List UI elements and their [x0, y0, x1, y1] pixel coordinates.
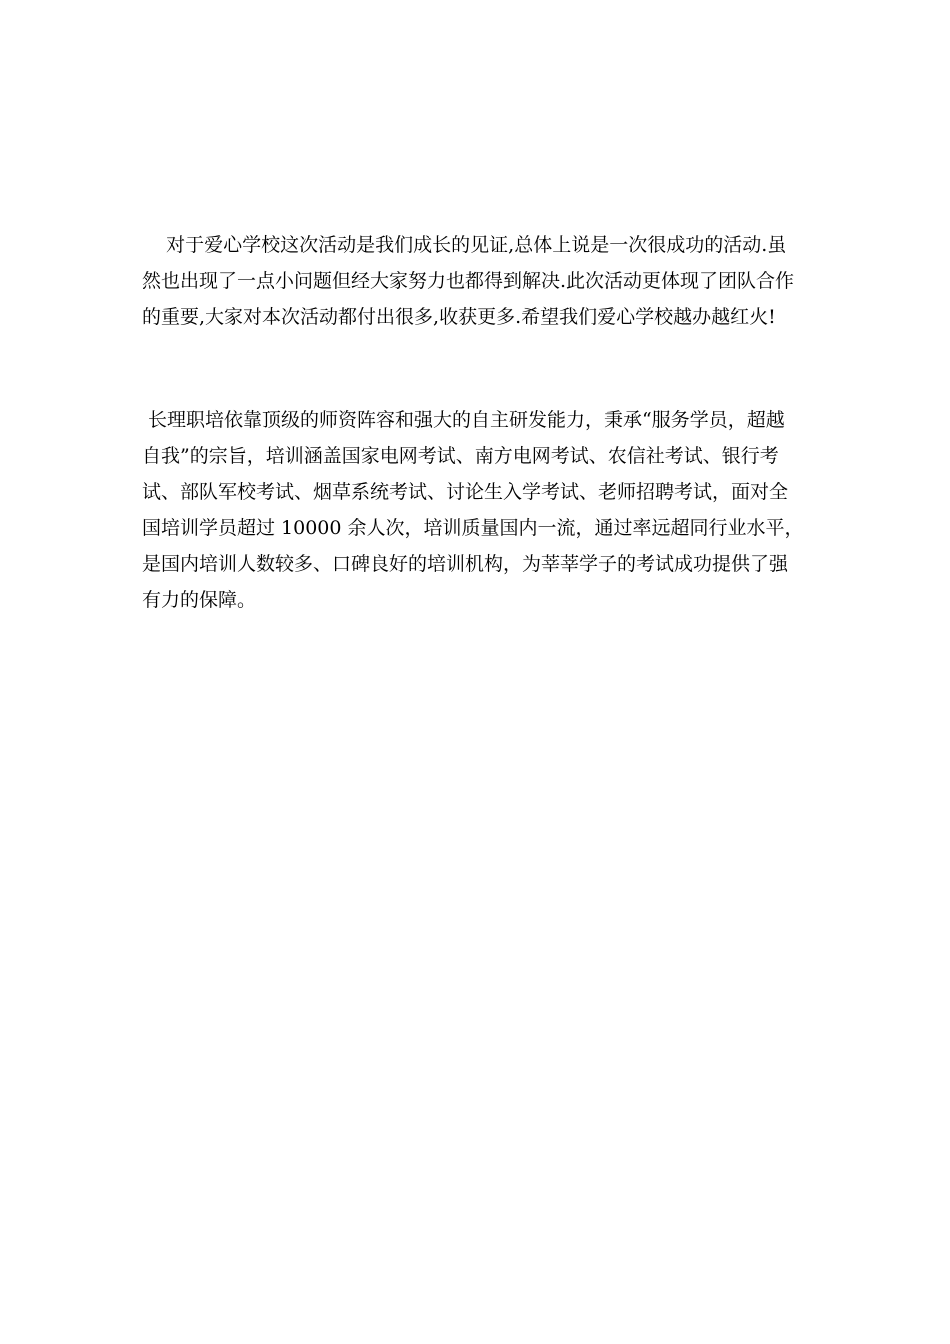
paragraph-line: 是国内培训人数较多、口碑良好的培训机构，为莘莘学子的考试成功提供了强 [142, 553, 789, 575]
paragraph-line: 国培训学员超过 10000 余人次，培训质量国内一流，通过率远超同行业水平， [142, 517, 804, 539]
paragraph-line: 长理职培依靠顶级的师资阵容和强大的自主研发能力，秉承“服务学员，超越 [142, 409, 785, 431]
paragraph-line: 自我”的宗旨，培训涵盖国家电网考试、南方电网考试、农信社考试、银行考 [142, 445, 779, 467]
paragraph-line: 对于爱心学校这次活动是我们成长的见证,总体上说是一次很成功的活动.虽 [142, 234, 787, 256]
paragraph-line: 的重要,大家对本次活动都付出很多,收获更多.希望我们爱心学校越办越红火! [142, 306, 776, 328]
paragraph-reflection [142, 227, 810, 335]
paragraph-line: 有力的保障。 [142, 589, 257, 611]
paragraph-line: 试、部队军校考试、烟草系统考试、讨论生入学考试、老师招聘考试，面对全 [142, 481, 789, 503]
paragraph-line: 然也出现了一点小问题但经大家努力也都得到解决.此次活动更体现了团队合作 [142, 270, 795, 292]
paragraph-advertisement [142, 402, 810, 618]
